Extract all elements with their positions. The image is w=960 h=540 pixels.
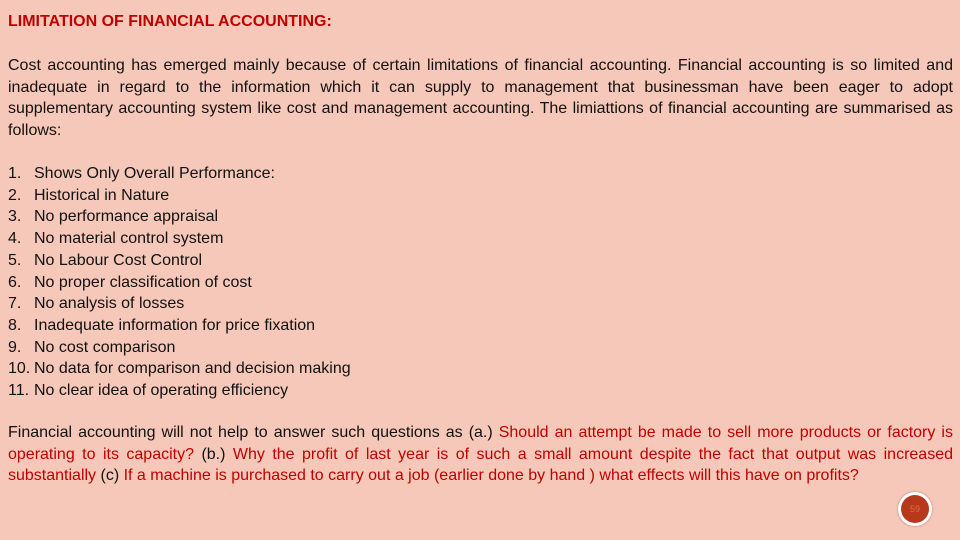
limitations-list: [8, 163, 351, 402]
list-item-text: No data for comparison and decision making: [34, 360, 351, 378]
list-item-number: 6.: [8, 273, 22, 291]
list-item: [8, 337, 351, 359]
list-item-text: No cost comparison: [34, 338, 176, 356]
list-item: [8, 250, 351, 272]
list-item-number: 8.: [8, 316, 22, 334]
list-item: [8, 358, 351, 380]
list-item-text: Shows Only Overall Performance:: [34, 165, 275, 182]
list-item-number: 1.: [8, 165, 22, 182]
list-item-text: No analysis of losses: [34, 295, 185, 313]
list-item: [8, 185, 351, 207]
list-item-text: Inadequate information for price fixation: [34, 316, 316, 334]
list-item: [8, 272, 351, 294]
question-b-marker: (b.): [194, 445, 233, 463]
list-item-text: No material control system: [34, 230, 224, 248]
list-item-text: No Labour Cost Control: [34, 251, 203, 269]
list-item-number: 10.: [8, 360, 31, 378]
question-c: If a machine is purchased to carry out a job (earlier done by hand ) what effects will this have on profits?: [123, 467, 859, 485]
list-item-number: 3.: [8, 208, 22, 226]
list-item-number: 11.: [8, 382, 30, 400]
page-number-badge: [898, 492, 932, 526]
list-item-number: 7.: [8, 295, 22, 313]
list-item-text: No performance appraisal: [34, 208, 219, 226]
list-item: [8, 206, 351, 228]
question-a: Should an attempt be made to sell more products or factory is operating to its capacity?: [8, 424, 953, 463]
list-item-text: No clear idea of operating efficiency: [34, 382, 289, 400]
list-item: [8, 315, 351, 337]
list-item-number: 9.: [8, 338, 22, 356]
question-c-marker: (c): [96, 467, 124, 485]
slide-title: LIMITATION OF FINANCIAL ACCOUNTING:: [8, 13, 332, 30]
conclusion-lead: Financial accounting will not help to answer such questions as: [8, 424, 469, 441]
list-item-number: 2.: [8, 186, 22, 204]
list-item-text: Historical in Nature: [34, 186, 170, 204]
list-item: [8, 163, 351, 185]
list-item: [8, 380, 351, 402]
conclusion-paragraph: [8, 422, 953, 487]
question-b: Why the profit of last year is of such a small amount despite the fact that output was increased substantially: [8, 445, 953, 485]
list-item: [8, 228, 351, 250]
question-a-marker: (a.): [468, 424, 499, 441]
list-item: [8, 293, 351, 315]
list-item-number: 5.: [8, 251, 22, 269]
list-item-text: No proper classification of cost: [34, 273, 252, 291]
list-item-number: 4.: [8, 230, 22, 248]
intro-paragraph: Cost accounting has emerged mainly because of certain limitations of financial accounting. Financial accounting is so limited and inadequate in regard to the information which it can supply to management that businessman have been eager to adopt supplementary accounting system like cost and management accounting. The limiattions of financial accounting are summarised as follows:: [8, 57, 953, 140]
page-number: 59: [901, 495, 929, 523]
